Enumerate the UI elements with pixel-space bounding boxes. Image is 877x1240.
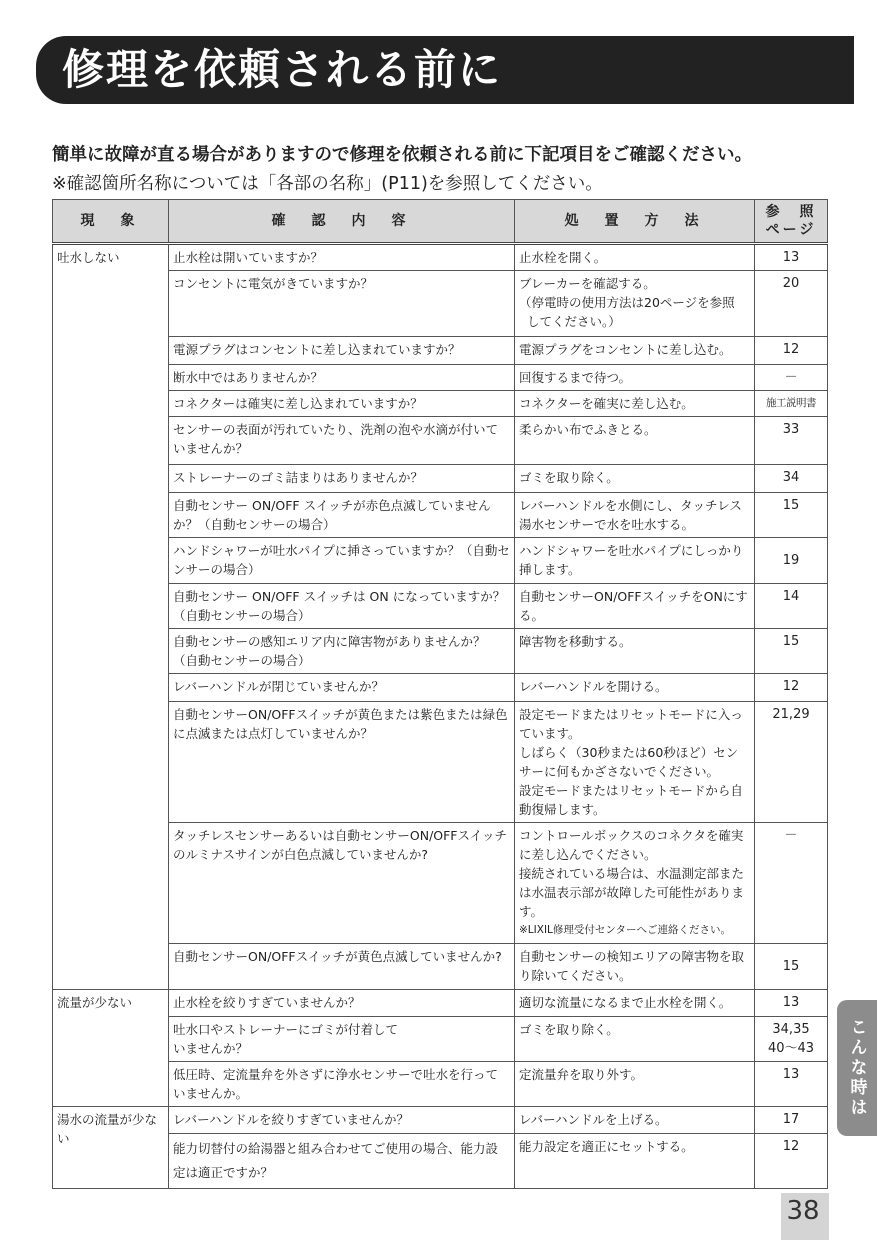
page-cell: 15 [755, 493, 828, 538]
troubleshooting-table [52, 199, 828, 1189]
check-cell: 止水栓を絞りすぎていませんか？ [169, 990, 515, 1017]
remedy-cell: ハンドシャワーを吐水パイプにしっかり挿します。 [515, 538, 755, 584]
page-cell: － [755, 365, 828, 391]
table-row [53, 1134, 828, 1189]
page-title: 修理を依頼される前に [36, 36, 854, 104]
header-reference-page: 参 照 ページ [755, 200, 828, 244]
check-cell: 止水栓は開いていますか？ [169, 244, 515, 271]
header-symptom: 現 象 [53, 200, 169, 244]
page-cell: 34,35 40～43 [755, 1017, 828, 1062]
page-cell: 施工説明書 [755, 391, 828, 417]
remedy-cell: 定流量弁を取り外す。 [515, 1062, 755, 1107]
check-cell: 自動センサー ON/OFF スイッチは ON になっていますか？（自動センサーの場合） [169, 584, 515, 629]
page-cell: － [755, 823, 828, 944]
remedy-cell: ゴミを取り除く。 [515, 1017, 755, 1062]
table-row [53, 1062, 828, 1107]
table-row [53, 538, 828, 584]
check-cell: レバーハンドルを絞りすぎていませんか？ [169, 1107, 515, 1134]
remedy-cell: 自動センサーON/OFFスイッチをONにする。 [515, 584, 755, 629]
check-cell: ストレーナーのゴミ詰まりはありませんか？ [169, 465, 515, 493]
table-row [53, 584, 828, 629]
check-cell: 自動センサーON/OFFスイッチが黄色または紫色または緑色に点滅または点灯していませんか？ [169, 702, 515, 823]
page-cell: 12 [755, 1134, 828, 1189]
remedy-cell: レバーハンドルを水側にし、タッチレス湯水センサーで水を吐水する。 [515, 493, 755, 538]
page-cell: 12 [755, 337, 828, 365]
page-cell: 15 [755, 629, 828, 674]
remedy-cell: ゴミを取り除く。 [515, 465, 755, 493]
check-cell: 低圧時、定流量弁を外さずに浄水センサーで吐水を行っていませんか。 [169, 1062, 515, 1107]
table-row [53, 271, 828, 337]
table-row [53, 1017, 828, 1062]
check-cell: 自動センサーの感知エリア内に障害物がありませんか？（自動センサーの場合） [169, 629, 515, 674]
table-row [53, 674, 828, 702]
remedy-cell: 柔らかい布でふきとる。 [515, 417, 755, 465]
check-cell: 電源プラグはコンセントに差し込まれていますか？ [169, 337, 515, 365]
remedy-cell: コントロールボックスのコネクタを確実に差し込んでください。 接続されている場合は、水温測定部または水温表示部が故障した可能性があります。 ※LIXIL修理受付センターへご連絡ください。 [515, 823, 755, 944]
check-cell: レバーハンドルが閉じていませんか？ [169, 674, 515, 702]
table-row [53, 990, 828, 1017]
page-cell: 14 [755, 584, 828, 629]
check-cell: ハンドシャワーが吐水パイプに挿さっていますか？（自動センサーの場合） [169, 538, 515, 584]
page-cell: 21,29 [755, 702, 828, 823]
check-cell: センサーの表面が汚れていたり、洗剤の泡や水滴が付いていませんか？ [169, 417, 515, 465]
table-row [53, 244, 828, 271]
remedy-cell: 止水栓を開く。 [515, 244, 755, 271]
header-check: 確 認 内 容 [169, 200, 515, 244]
header-remedy: 処 置 方 法 [515, 200, 755, 244]
table-row [53, 417, 828, 465]
check-cell: コンセントに電気がきていますか？ [169, 271, 515, 337]
table-row [53, 337, 828, 365]
remedy-cell: コネクターを確実に差し込む。 [515, 391, 755, 417]
table-row [53, 1107, 828, 1134]
intro-bold-text: 簡単に故障が直る場合がありますので修理を依頼される前に下記項目をご確認ください。 [52, 145, 752, 165]
page-number: 38 [786, 1196, 820, 1226]
remedy-cell: 自動センサーの検知エリアの障害物を取り除いてください。 [515, 944, 755, 990]
remedy-cell: レバーハンドルを上げる。 [515, 1107, 755, 1134]
table-row [53, 823, 828, 944]
remedy-cell: 回復するまで待つ。 [515, 365, 755, 391]
page-cell: 19 [755, 538, 828, 584]
check-cell: タッチレスセンサーあるいは自動センサーON/OFFスイッチのルミナスサインが白色点滅していませんか? [169, 823, 515, 944]
remedy-cell: ブレーカーを確認する。 （停電時の使用方法は20ページを参照 してください。） [515, 271, 755, 337]
check-cell: 能力切替付の給湯器と組み合わせてご使用の場合、能力設定は適正ですか？ [169, 1134, 515, 1189]
page-cell: 13 [755, 990, 828, 1017]
symptom-cell: 流量が少ない [53, 990, 169, 1107]
check-cell: 自動センサー ON/OFF スイッチが赤色点滅していませんか？（自動センサーの場合） [169, 493, 515, 538]
page-cell: 13 [755, 244, 828, 271]
remedy-cell: 適切な流量になるまで止水栓を開く。 [515, 990, 755, 1017]
table-row [53, 365, 828, 391]
remedy-cell: 能力設定を適正にセットする。 [515, 1134, 755, 1189]
page-cell: 20 [755, 271, 828, 337]
page-cell: 17 [755, 1107, 828, 1134]
side-tab-label: こんな時は [846, 1018, 867, 1118]
remedy-cell: 設定モードまたはリセットモードに入っています。 しばらく（30秒または60秒ほど）センサーに何もかざさないでください。 設定モードまたはリセットモードから自動復帰します。 [515, 702, 755, 823]
page-cell: 12 [755, 674, 828, 702]
table-row [53, 493, 828, 538]
table-row [53, 391, 828, 417]
section-side-tab [837, 1000, 877, 1136]
table-row [53, 702, 828, 823]
page-cell: 13 [755, 1062, 828, 1107]
table-header-row [53, 200, 828, 244]
remedy-cell: レバーハンドルを開ける。 [515, 674, 755, 702]
remedy-cell: 障害物を移動する。 [515, 629, 755, 674]
page-cell: 33 [755, 417, 828, 465]
check-cell: 断水中ではありませんか？ [169, 365, 515, 391]
check-cell: 自動センサーON/OFFスイッチが黄色点滅していませんか? [169, 944, 515, 990]
symptom-cell: 湯水の流量が少ない [53, 1107, 169, 1189]
table-row [53, 944, 828, 990]
check-cell: 吐水口やストレーナーにゴミが付着して いませんか？ [169, 1017, 515, 1062]
table-row [53, 629, 828, 674]
check-cell: コネクターは確実に差し込まれていますか？ [169, 391, 515, 417]
page-cell: 34 [755, 465, 828, 493]
remedy-cell: 電源プラグをコンセントに差し込む。 [515, 337, 755, 365]
page-cell: 15 [755, 944, 828, 990]
table-row [53, 465, 828, 493]
symptom-cell: 吐水しない [53, 244, 169, 990]
intro-note-text: ※確認箇所名称については「各部の名称」(P11)を参照してください。 [52, 174, 603, 194]
